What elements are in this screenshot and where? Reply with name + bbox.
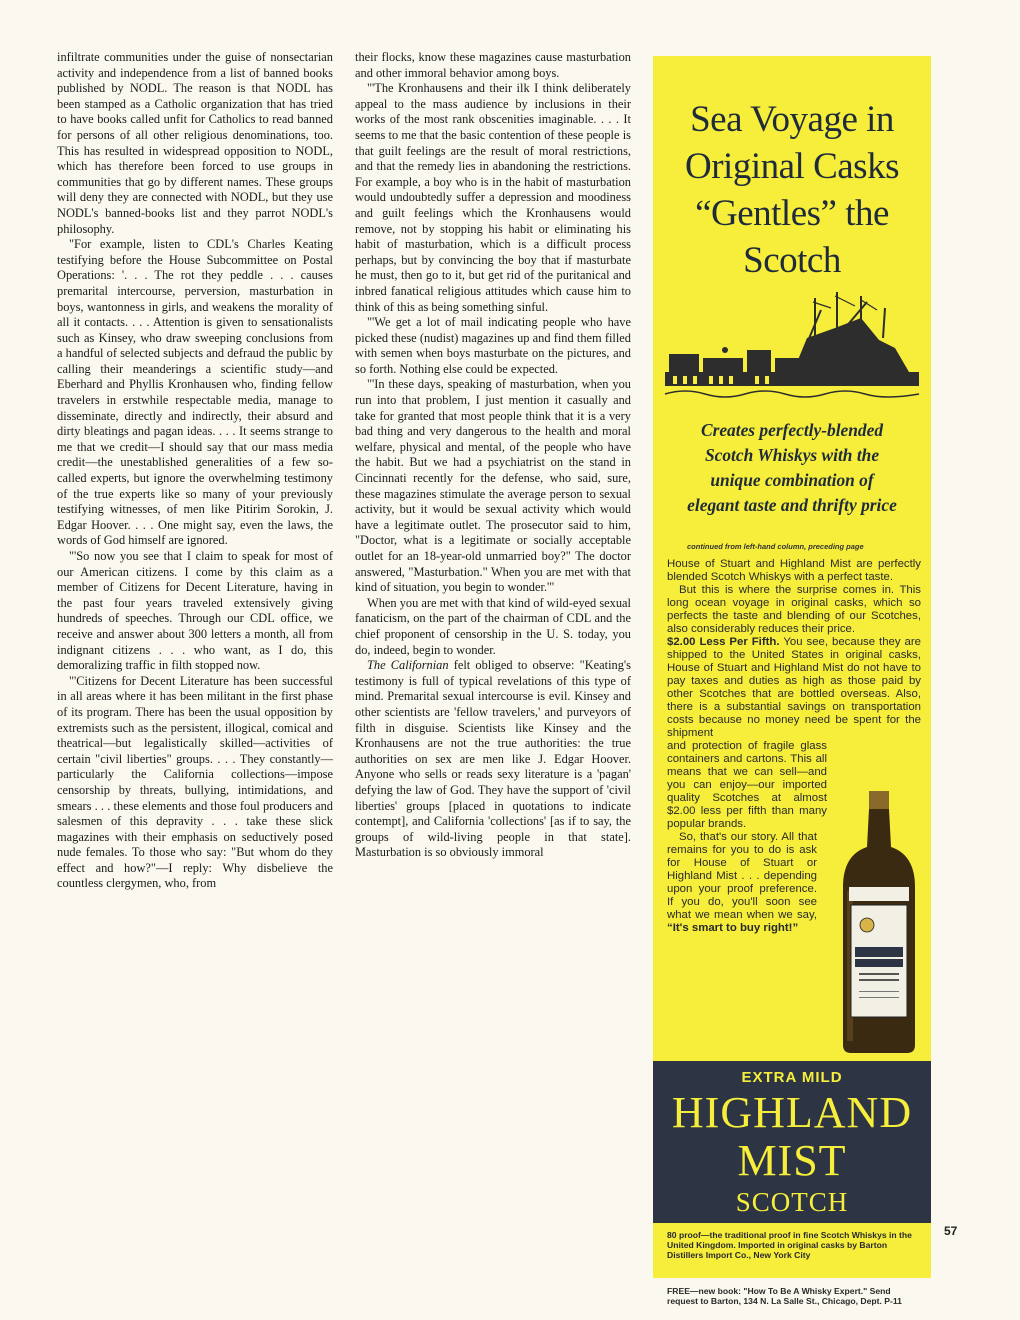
headline-line: “Gentles” the (695, 193, 889, 234)
tagline-line: elegant taste and thrifty price (687, 495, 897, 515)
ship-illustration (665, 288, 919, 406)
publication-name: The Californian (367, 658, 449, 673)
paragraph: "'The Kronhausens and their ilk I think deliberately appeal to the mass audience by inclusions in their works of the most rank obscenities imaginable. . . . It seems to me that the basic contention of these people is that guilt feelings are the result of moral restrictions, and that the remedy lies in abandoning the restrictions. For example, a boy who is in the habit of masturbation would undoubtedly suffer a depression and moodiness and guilt feelings which the Kronhausens would remove, not by stopping his habit or eliminating his habit of masturbation, which is a difficult process perhaps, but by convincing the boy that if masturbate he must, then go to it, but get rid of the puritanical and inbred fanatical religious attitudes which cause him to think of this as being something sinful. (355, 81, 631, 314)
brand-name-line: HIGHLAND (671, 1088, 913, 1137)
paragraph: their flocks, know these magazines cause masturbation and other immoral behavior among boys. (355, 50, 631, 80)
article-column-right (355, 50, 631, 861)
paragraph: "'In these days, speaking of masturbation, when you run into that problem, I just mention it casually and take for granted that most people think that it is a very bad thing and very dangerous to the health and moral welfare, physical and mental, of the people who have the habit. But we had a psychiatrist on the stand in Cincinnati recently for the defense, who said, sure, these magazines stimulate the average person to sexual activity, but it would be sexual activity which would have a legitimate outlet. The prosecutor said to him, "Doctor, what is a legitimate or socially acceptable outlet for an 18-year-old unmarried boy?" The doctor answered, "Masturbation." When you are met with that kind of situation, you begin to wonder.'" (355, 377, 631, 595)
article-column-left (57, 50, 333, 892)
ad-paragraph (667, 831, 817, 935)
paragraph: "For example, listen to CDL's Charles Keating testifying before the House Subcommittee on Postal Operations: '. . . The rot they peddle . . . causes premarital intercourse, perversion, masturbation in boys, wantonness in girls, and weakens the morality of all it contacts. . . . Attention is given to sensationalists such as Kinsey, who draw sweeping conclusions from a handful of selected subjects and defraud the public by calling their meanderings a scientific study—and Eberhard and Phyllis Kronhausen who, finding fellow travelers in erstwhile respectable media, manage to disseminate, directly and indirectly, their absurd and dirty bleatings and pagan ideas. . . . It seems strange to me that we credit—I should say that our mass media credit—the unestablished generalities of a few so-called experts, but ignore the overwhelming testimony of the true experts like so many of your previously testifying witnesses, of men like Pitirim Sorokin, J. Edgar Hoover. . . . One might say, even the laws, the words of God himself are ignored. (57, 237, 333, 548)
ad-paragraph: House of Stuart and Highland Mist are perfectly blended Scotch Whiskys with a perfect taste. (667, 558, 921, 583)
headline-line: Sea Voyage in (690, 99, 894, 140)
highland-mist-advertisement (653, 56, 931, 1306)
ad-paragraph: But this is where the surprise comes in. This long ocean voyage in original casks, which so perfects the taste and blending of our Scotches, also considerably reduces their price. (667, 584, 921, 635)
ad-paragraph: and protection of fragile glass containers and cartons. This all means that we can sell—and you can enjoy—our imported quality Scotches at almost $2.00 less per fifth than many popular brands. (667, 740, 827, 830)
continued-note: continued from left-hand column, preceding page (687, 542, 864, 551)
brand-category: SCOTCH (735, 1187, 849, 1217)
paragraph: When you are met with that kind of wild-eyed sexual fanaticism, on the part of the chairman of CDL and the chief proponent of censorship in the U. S. today, you do, indeed, begin to wonder. (355, 595, 631, 657)
paragraph (355, 658, 631, 861)
whisky-bottle-illustration (839, 791, 919, 1053)
price-callout: $2.00 Less Per Fifth. (667, 636, 780, 648)
free-book-offer: FREE—new book: "How To Be A Whisky Expert." Send request to Barton, 134 N. La Salle St., Chicago, Dept. P-11 (667, 1286, 902, 1306)
paragraph: infiltrate communities under the guise of nonsectarian activity and independence from a list of banned books published by NODL. The reason is that NODL has been stamped as a Catholic organization that has tried to have books called unfit for Catholics to read banned for persons of all other religious denominations, too. This has resulted in widespread opposition to NODL, which has therefore been forced to use groups in communities that go by different names. These groups will deny they are connected with NODL, but they use NODL's banned-books list and they parrot NODL's philosophy. (57, 50, 333, 236)
tagline-line: Scotch Whiskys with the (704, 445, 880, 465)
ad-paragraph-text: You see, because they are shipped to the United States in original casks, House of Stuart and Highland Mist do not have to pay taxes and duties as high as those paid by other Scotches that are bottled overseas. Also, there is a substantial savings on transportation costs because no money need be spent for the shipment (667, 636, 921, 739)
ad-paragraph (667, 636, 921, 740)
brand-name-line: MIST (737, 1136, 847, 1185)
paragraph: "'Citizens for Decent Literature has been successful in all areas where it has been militant in the first phase of its program. There has been the usual opposition by extremists such as the persistent, illogical, comical and theatrical—but legalistically skilled—activities of certain "civil liberties" groups. . . . They constantly—particularly the California collections—impose censorship by threats, bullying, intimidations, and smears . . . these elements and those foul producers and salesmen of this depravity . . . take these slick magazines with their emphasis on seductively posed nude females. To those who say: "But whom do they effect and how?"—I reply: Why disbelieve the countless clergymen, who, from (57, 673, 333, 891)
proof-footnote: 80 proof—the traditional proof in fine Scotch Whiskys in the United Kingdom. Imported in original casks by Barton Distillers Import Co., New York City (667, 1230, 912, 1260)
headline-line: Scotch (743, 240, 841, 281)
brand-name (653, 1089, 931, 1185)
brand-band (653, 1061, 931, 1223)
paragraph: "'We get a lot of mail indicating people who have picked these (nudist) magazines up and find them filled with semen when boys masturbate on the pictures, and so forth. Nothing else could be expected. (355, 315, 631, 376)
tagline-line: unique combination of (710, 470, 874, 490)
brand-variant: EXTRA MILD (741, 1069, 843, 1086)
ad-paragraph-text: So, that's our story. All that remains for you to do is ask for House of Stuart or Highland Mist . . . depending upon your proof preference. If you do, you'll soon see what we mean when we say, (667, 831, 817, 921)
ad-tagline (659, 418, 925, 518)
paragraph-text: felt obliged to observe: "Keating's testimony is full of typical revelations of this type of mind. Premarital sexual intercourse is evil. Kinsey and other scientists are 'fellow travelers,' and purveyors of filth in disguise. Scientists like Kinsey and the Kronhausens are not the true authorities: the true authorities on sex are men like J. Edgar Hoover. Anyone who sells or reads sexy literature is a 'pagan' defying the law of God. They have the support of 'civil liberties' groups [placed in quotations to indicate contempt], and California 'collections' [as if to say, the groups of wild-living people in that state]. Masturbation is so obviously immoral (355, 658, 631, 860)
ad-headline (653, 96, 931, 284)
paragraph: "'So now you see that I claim to speak for most of our American citizens. I come by this claim as a member of Citizens for Decent Literature, having in the past four years traveled extensively giving hundreds of speeches. Through our CDL office, we receive and answer about 300 letters a month, all from indignant citizens . . . who want, as I do, this demoralizing traffic in filth stopped now. (57, 549, 333, 673)
slogan: “It's smart to buy right!” (667, 922, 799, 934)
page-number: 57 (944, 1224, 958, 1238)
tagline-line: Creates perfectly-blended (700, 420, 884, 440)
headline-line: Original Casks (685, 146, 899, 187)
